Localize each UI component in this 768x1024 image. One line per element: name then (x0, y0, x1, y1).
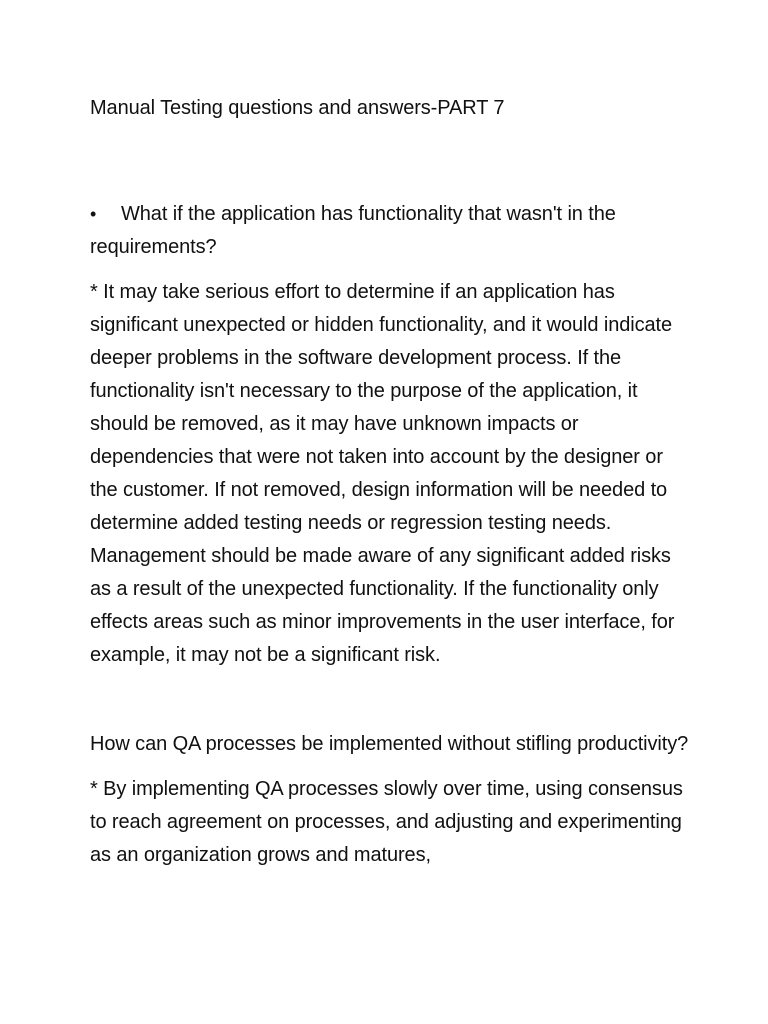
bullet-point: • (90, 204, 97, 224)
question-1-text: What if the application has functionality that wasn't in the requirements? (90, 203, 616, 258)
document-content (90, 92, 690, 872)
document-title: Manual Testing questions and answers-PART 7 (90, 97, 505, 119)
answer-1: * It may take serious effort to determine if an application has significant unexpected or hidden functionality, and it would indicate deeper problems in the software development process. If the functionality isn't necessary to the purpose of the application, it should be removed, as it may have unknown impacts or dependencies that were not taken into account by the designer or the customer. If not removed, design information will be needed to determine added testing needs or regression testing needs. Management should be made aware of any significant added risks as a result of the unexpected functionality. If the functionality only effects areas such as minor improvements in the user interface, for example, it may not be a significant risk. (90, 281, 675, 666)
section-spacing (90, 672, 690, 728)
title-spacing (90, 125, 690, 198)
answer-2: * By implementing QA processes slowly over time, using consensus to reach agreement on processes, and adjusting and experimenting as an organization grows and matures, (90, 778, 683, 866)
question-1 (90, 198, 690, 264)
question-2: How can QA processes be implemented without stifling productivity? (90, 733, 689, 755)
